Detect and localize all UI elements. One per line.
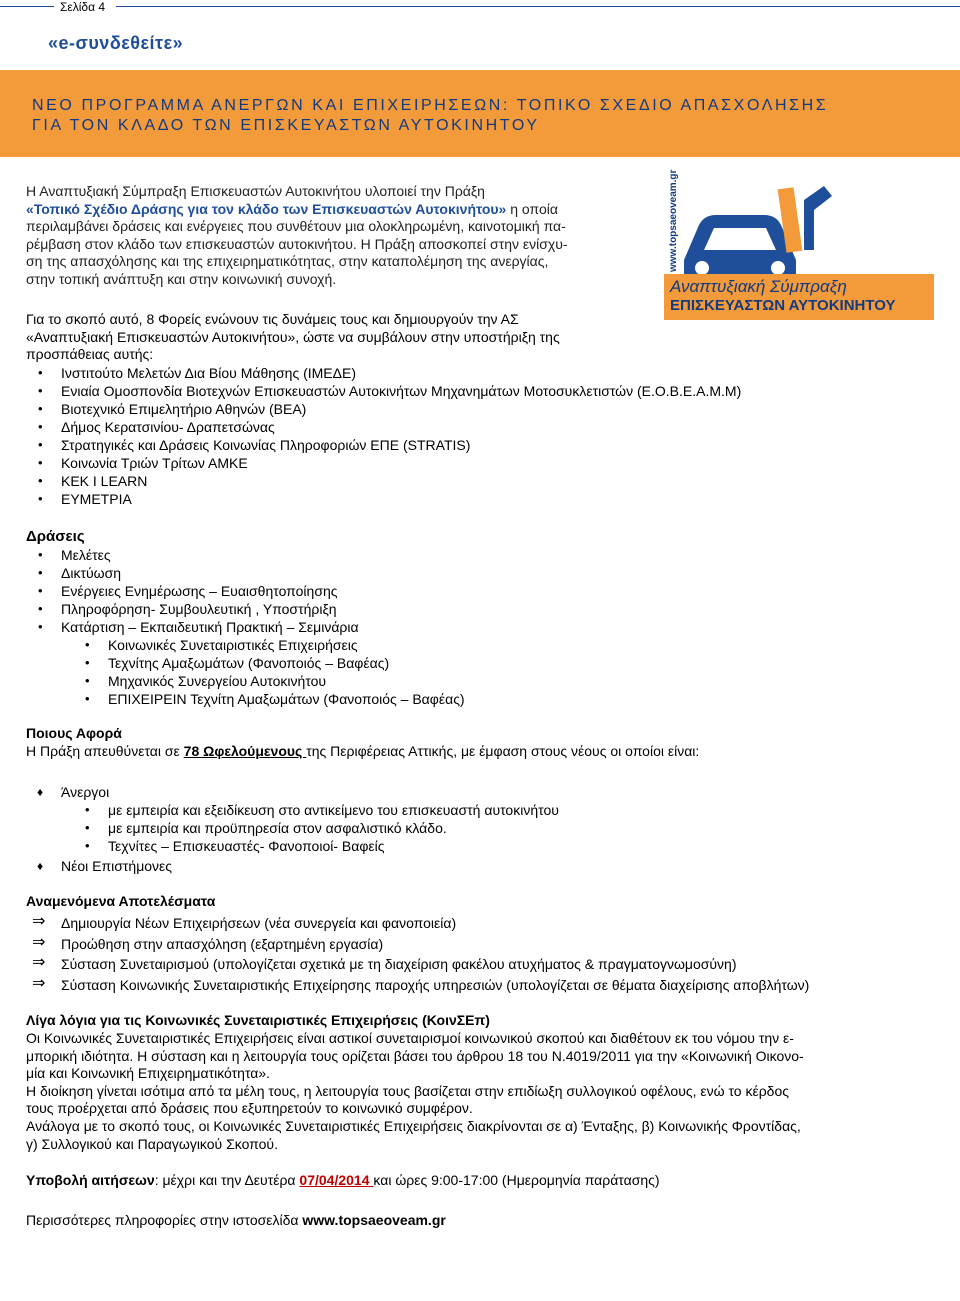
list-item: • Ενέργειες Ενημέρωσης – Ευαισθητοποίησης — [24, 582, 924, 600]
header-rule — [0, 6, 54, 7]
logo-url: www.topsaeoveam.gr — [668, 169, 679, 272]
list-item: ♦ Νέοι Επιστήμονες — [24, 857, 924, 875]
list-item: • Μελέτες — [24, 546, 924, 564]
text-line: «Αναπτυξιακή Επισκευαστών Αυτοκινήτου», ώστε να συμβάλουν στην υποστήριξη της — [26, 328, 560, 345]
list-item: • ΕΥΜΕΤΡΙΑ — [24, 490, 944, 508]
text-line: Ανάλογα με το σκοπό τους, οι Κοινωνικές Συνεταιριστικές Επιχειρήσεις διακρίνονται σε α) Ένταξης, β) Κοινωνικής Φροντίδας, — [26, 1117, 801, 1134]
list-item: ⇒ Προώθηση στην απασχόληση (εξαρτημένη εργασία) — [0, 934, 940, 955]
section-heading: Δράσεις — [26, 528, 85, 545]
list-item: • Δικτύωση — [24, 564, 924, 582]
banner-title-line: ΓΙΑ ΤΟΝ ΚΛΑΔΟ ΤΩΝ ΕΠΙΣΚΕΥΑΣΤΩΝ ΑΥΤΟΚΙΝΗΤΟΥ — [32, 117, 540, 134]
text-line: ση της απασχόλησης και της επιχειρηματικότητας, στην καταπολέμηση της ανεργίας, — [26, 253, 549, 270]
list-item: ⇒ Δημιουργία Νέων Επιχειρήσεων (νέα συνεργεία και φανοποιεία) — [0, 913, 940, 934]
koinsep-paragraph — [26, 1030, 938, 1153]
partners-list — [24, 364, 944, 508]
section-heading: Λίγα λόγια για τις Κοινωνικές Συνεταιριστικές Επιχειρήσεις (ΚοινΣΕπ) — [26, 1012, 490, 1028]
beneficiaries-count: 78 Ωφελούμενους — [183, 743, 307, 759]
text-line: στην τοπική ανάπτυξη και στην κοινωνική συνοχή. — [26, 270, 337, 287]
text-span: η οποία — [506, 200, 558, 217]
page-number: Σελίδα 4 — [54, 0, 111, 14]
list-item: • Τεχνίτης Αμαξωμάτων (Φανοποιός – Βαφέας) — [24, 654, 924, 672]
list-item: • Κατάρτιση – Εκπαιδευτική Πρακτική – Σεμινάρια — [24, 618, 924, 636]
intro-paragraph — [26, 183, 644, 289]
list-item: • Κοινωνικές Συνεταιριστικές Επιχειρήσεις — [24, 636, 924, 654]
brand-logo — [48, 33, 183, 54]
list-item: ⇒ Σύσταση Συνεταιρισμού (υπολογίζεται σχετικά με τη διαχείριση φακέλου ατυχήματος & πραγματογνωμοσύνη) — [0, 954, 940, 975]
submission-deadline — [26, 1172, 660, 1190]
text-line: περιλαμβάνει δράσεις και ενέργειες που συνθέτουν μια ολοκληρωμένη, καινοτομική πα- — [26, 218, 566, 235]
text-line: γ) Συλλογικού και Παραγωγικού Σκοπού. — [26, 1135, 278, 1152]
audience-list — [24, 783, 924, 801]
text-span: της Περιφέρειας Αττικής, με έμφαση στους νέους οι οποίοι είναι: — [306, 743, 700, 759]
text-line: Η Αναπτυξιακή Σύμπραξη Επισκευαστών Αυτοκινήτου υλοποιεί την Πράξη — [26, 183, 485, 199]
section-heading: Ποιους Αφορά — [26, 725, 122, 741]
list-item: • Ενιαία Ομοσπονδία Βιοτεχνών Επισκευαστών Αυτοκινήτων Μηχανημάτων Μοτοσυκλετιστών (Ε.Ο.Β.Ε.Α.Μ.Μ) — [24, 382, 944, 400]
actions-list — [24, 546, 924, 636]
text-line: τους προέρχεται από δράσεις που εξυπηρετούν το κοινωνικό συμφέρον. — [26, 1100, 473, 1117]
header-rule — [116, 6, 960, 7]
text-line — [26, 201, 644, 219]
list-item: • Δήμος Κερατσινίου- Δραπετσώνας — [24, 418, 944, 436]
brand-text: «e-συνδεθείτε» — [48, 33, 184, 53]
more-info — [26, 1212, 446, 1230]
list-item: • Ινστιτούτο Μελετών Δια Βίου Μάθησης (ΙΜΕΔΕ) — [24, 364, 944, 382]
text-span: Υποβολή αιτήσεων — [26, 1172, 155, 1188]
banner-title-line: ΝΕΟ ΠΡΟΓΡΑΜΜΑ ΑΝΕΡΓΩΝ ΚΑΙ ΕΠΙΧΕΙΡΗΣΕΩΝ: ΤΟΠΙΚΟ ΣΧΕΔΙΟ ΑΠΑΣΧΟΛΗΣΗΣ — [32, 97, 829, 114]
text-line: ρέμβαση στον κλάδο των επισκευαστών αυτοκινήτου. Η Πράξη αποσκοπεί στην ενίσχυ- — [26, 235, 568, 252]
deadline-date: 07/04/2014 — [299, 1172, 374, 1188]
list-item: • ΕΠΙΧΕΙΡΕΙΝ Τεχνίτη Αμαξωμάτων (Φανοποιός – Βαφέας) — [24, 690, 924, 708]
training-sublist — [24, 636, 924, 708]
list-item: • Πληροφόρηση- Συμβουλευτική , Υποστήριξη — [24, 600, 924, 618]
text-line: Οι Κοινωνικές Συνεταιριστικές Επιχειρήσεις είναι αστικοί συνεταιρισμοί κοινωνικού σκοπού και διαθέτουν εκ του νόμου την ε- — [26, 1030, 794, 1046]
audience-list — [24, 857, 924, 875]
text-span: και ώρες 9:00-17:00 (Ημερομηνία παράτασης) — [373, 1172, 660, 1188]
sponsor-logo — [664, 169, 934, 320]
text-span: Η Πράξη απευθύνεται σε — [26, 743, 184, 759]
logo-line: ΕΠΙΣΚΕΥΑΣΤΩΝ ΑΥΤΟΚΙΝΗΤΟΥ — [670, 297, 896, 314]
list-item: ♦ Άνεργοι — [24, 783, 924, 801]
list-item: • Τεχνίτες – Επισκευαστές- Φανοποιοί- Βαφείς — [24, 837, 924, 855]
list-item: • με εμπειρία και εξειδίκευση στο αντικείμενο του επισκευαστή αυτοκινήτου — [24, 801, 924, 819]
text-line: Για το σκοπό αυτό, 8 Φορείς ενώνουν τις δυνάμεις τους και δημιουργούν την ΑΣ — [26, 311, 519, 327]
text-line: μία και Κοινωνική Επιχειρηματικότητα». — [26, 1065, 271, 1082]
website-link[interactable]: www.topsaeoveam.gr — [302, 1212, 446, 1228]
banner-title — [32, 96, 828, 136]
list-item: • με εμπειρία και προϋπηρεσία στον ασφαλιστικό κλάδο. — [24, 819, 924, 837]
unemployed-sublist — [24, 801, 924, 855]
text-span: Περισσότερες πληροφορίες στην ιστοσελίδα — [26, 1212, 303, 1228]
list-item: • Κοινωνία Τριών Τρίτων ΑΜΚΕ — [24, 454, 944, 472]
section-heading: Αναμενόμενα Αποτελέσματα — [26, 893, 216, 909]
list-item: • Μηχανικός Συνεργείου Αυτοκινήτου — [24, 672, 924, 690]
list-item: • Στρατηγικές και Δράσεις Κοινωνίας Πληροφοριών ΕΠΕ (STRATIS) — [24, 436, 944, 454]
text-line: προσπάθειας αυτής: — [26, 346, 154, 363]
text-line: Η διοίκηση γίνεται ισότιμα από τα μέλη τους, η λειτουργία τους βασίζεται στην επιδίωξη συλλογικού οφέλους, ενώ το κέρδος — [26, 1082, 789, 1099]
text-span: : μέχρι και την Δευτέρα — [154, 1172, 300, 1188]
logo-line: Αναπτυξιακή Σύμπραξη — [670, 277, 847, 296]
list-item: • ΚΕΚ Ι LEARN — [24, 472, 944, 490]
list-item: ⇒ Σύσταση Κοινωνικής Συνεταιριστικής Επιχείρησης παροχής υπηρεσιών (υπολογίζεται σε θέματα διαχείρισης αποβλήτων) — [0, 975, 940, 996]
partners-intro — [26, 311, 644, 364]
audience-text — [26, 743, 699, 761]
project-title: «Τοπικό Σχέδιο Δράσης για τον κλάδο των Επισκευαστών Αυτοκινήτου» — [26, 200, 507, 217]
list-item: • Βιοτεχνικό Επιμελητήριο Αθηνών (ΒΕΑ) — [24, 400, 944, 418]
results-list — [0, 913, 940, 995]
text-line: μπορική ιδιότητα. Η σύσταση και η λειτουργία τους ορίζεται βάσει του άρθρου 18 του Ν.4019/2011 για την «Κοινωνική Οικονο- — [26, 1047, 804, 1064]
